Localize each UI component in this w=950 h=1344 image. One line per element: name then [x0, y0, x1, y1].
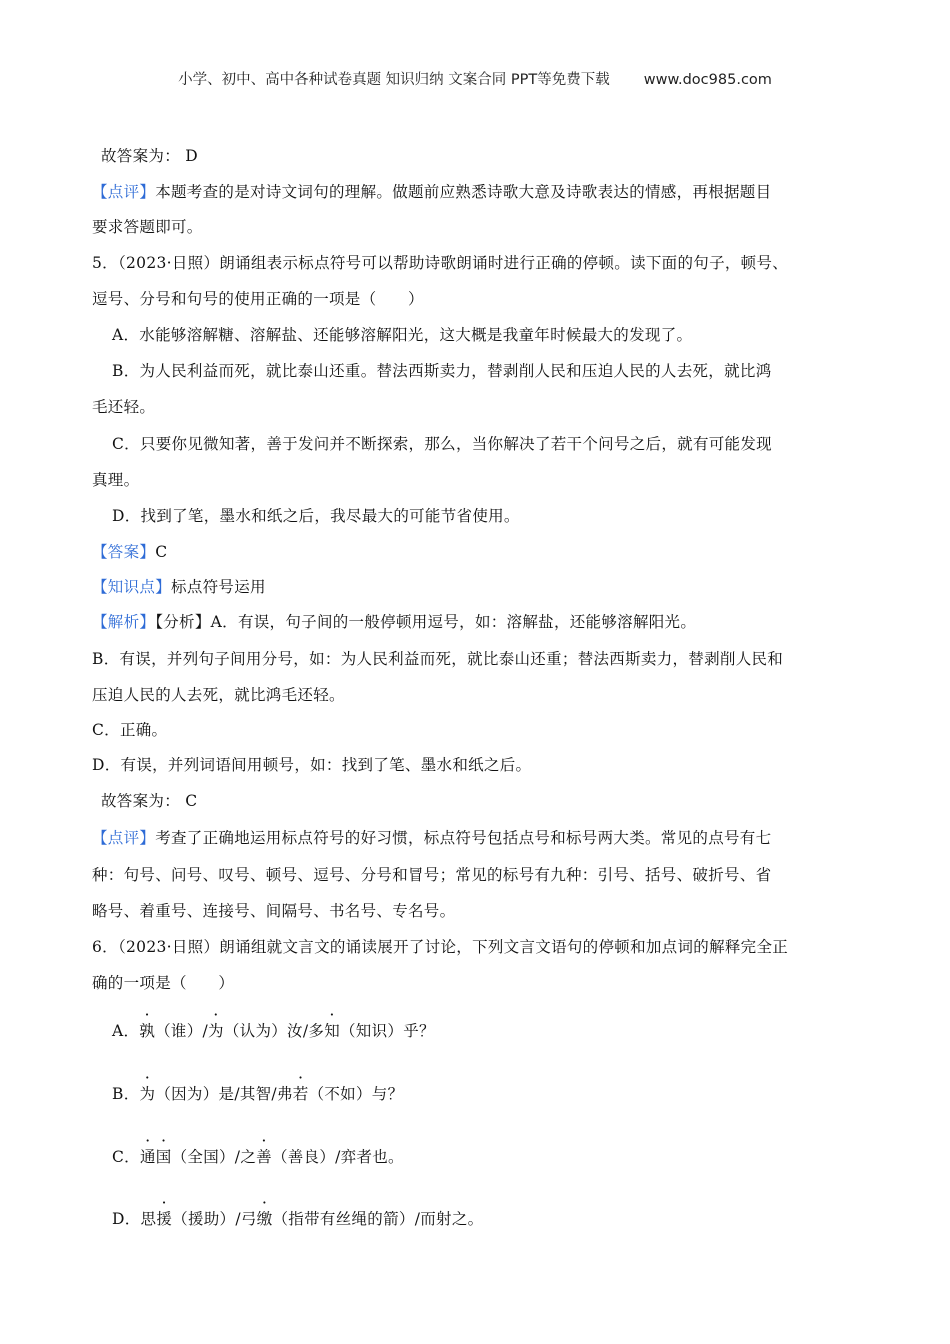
q5-analysis-text-1: 【分析】A．有误，句子间的一般停顿用逗号，如：溶解盐，还能够溶解阳光。 [155, 613, 697, 631]
prev-review-text-1: 本题考查的是对诗文词句的理解。做题前应熟悉诗歌大意及诗歌表达的情感，再根据题目 [155, 183, 772, 201]
q5-answer-tag: 【答案】 [92, 543, 156, 561]
q6-option-d [112, 1208, 483, 1230]
prev-review-line-1 [92, 181, 771, 203]
prev-answer-line: 故答案为： D [101, 147, 198, 165]
q5-analysis-line-2: B．有误，并列句子间用分号，如：为人民利益而死，就比泰山还重；替法西斯卖力，替剥削人民和 [92, 650, 784, 668]
option-label: B． [112, 1085, 140, 1103]
dotted-word: 援 [156, 1210, 173, 1228]
option-text: （不如）与？ [308, 1085, 404, 1103]
dotted-word: 为 [208, 1022, 224, 1040]
prev-review-tag: 【点评】 [92, 183, 156, 201]
option-text: （因为）是/其智/弗 [155, 1085, 293, 1103]
q5-knowledge: 标点符号运用 [171, 578, 266, 596]
dotted-word: 知 [324, 1022, 340, 1040]
q5-stem-line-2: 逗号、分号和句号的使用正确的一项是（ ） [92, 290, 424, 308]
dotted-word: 善 [256, 1148, 272, 1166]
option-text: （善良）/弈者也。 [271, 1148, 404, 1166]
q5-stem-line-1: 5．（2023·日照）朗诵组表示标点符号可以帮助诗歌朗诵时进行正确的停顿。读下面的句子，顿号、 [92, 254, 789, 272]
q5-analysis-line-3: 压迫人民的人去死，就比鸿毛还轻。 [92, 686, 345, 704]
q6-option-b [112, 1083, 403, 1105]
q5-knowledge-line [92, 576, 266, 598]
q5-option-c-line-1: C．只要你见微知著，善于发问并不断探索，那么，当你解决了若干个问号之后，就有可能发现 [112, 435, 772, 453]
header-site-link[interactable]: www.doc985.com [643, 72, 772, 88]
dotted-word: 孰 [139, 1022, 156, 1040]
q5-analysis-line-1 [92, 611, 696, 633]
q5-review-tag: 【点评】 [92, 829, 156, 847]
option-text: （谁）/ [155, 1022, 209, 1040]
option-text: （援助）/弓 [172, 1210, 257, 1228]
q5-analysis-line-5: D．有误，并列词语间用顿号，如：找到了笔、墨水和纸之后。 [92, 756, 532, 774]
prev-review-line-2: 要求答题即可。 [92, 218, 203, 236]
q5-option-d: D．找到了笔，墨水和纸之后，我尽最大的可能节省使用。 [112, 507, 520, 525]
option-text: 思 [140, 1210, 157, 1228]
option-text: （知识）乎？ [340, 1022, 435, 1040]
q6-stem-line-2: 确的一项是（ ） [92, 974, 235, 992]
q5-option-b-line-1: B．为人民利益而死，就比泰山还重。替法西斯卖力，替剥削人民和压迫人民的人去死，就比鸿 [112, 362, 772, 380]
q6-option-c [112, 1146, 404, 1168]
q5-answer-summary: 故答案为： C [101, 792, 198, 810]
dotted-word: 缴 [256, 1210, 273, 1228]
q5-option-b-line-2: 毛还轻。 [92, 398, 156, 416]
dotted-word: 若 [292, 1085, 309, 1103]
option-text: （认为）汝/多 [223, 1022, 325, 1040]
q5-review-line-1 [92, 827, 771, 849]
q5-option-c-line-2: 真理。 [92, 471, 140, 489]
q5-review-text-1: 考查了正确地运用标点符号的好习惯，标点符号包括点号和标号两大类。常见的点号有七 [155, 829, 772, 847]
dotted-word: 为 [139, 1085, 156, 1103]
page-header [0, 68, 950, 89]
dotted-word: 通 [139, 1148, 156, 1166]
q5-option-a: A．水能够溶解糖、溶解盐、还能够溶解阳光，这大概是我童年时候最大的发现了。 [112, 326, 693, 344]
dotted-word: 国 [155, 1148, 172, 1166]
option-label: A． [112, 1022, 140, 1040]
q5-analysis-line-4: C．正确。 [92, 721, 168, 739]
option-text: （指带有丝绳的箭）/而射之。 [272, 1210, 484, 1228]
q5-knowledge-tag: 【知识点】 [92, 578, 172, 596]
q5-answer-line [92, 541, 167, 563]
option-text: （全国）/之 [171, 1148, 257, 1166]
q5-answer: C [155, 543, 168, 561]
q6-option-a [112, 1020, 435, 1042]
header-banner: 小学、初中、高中各种试卷真题 知识归纳 文案合同 PPT等免费下载 [178, 72, 610, 88]
option-label: D． [112, 1210, 141, 1228]
q5-analysis-tag: 【解析】 [92, 613, 156, 631]
option-label: C． [112, 1148, 140, 1166]
q5-review-line-3: 略号、着重号、连接号、间隔号、书名号、专名号。 [92, 902, 456, 920]
q5-review-line-2: 种：句号、问号、叹号、顿号、逗号、分号和冒号；常见的标号有九种：引号、括号、破折号、省 [92, 866, 772, 884]
q6-stem-line-1: 6．（2023·日照）朗诵组就文言文的诵读展开了讨论，下列文言文语句的停顿和加点词的解释完全正 [92, 938, 789, 956]
